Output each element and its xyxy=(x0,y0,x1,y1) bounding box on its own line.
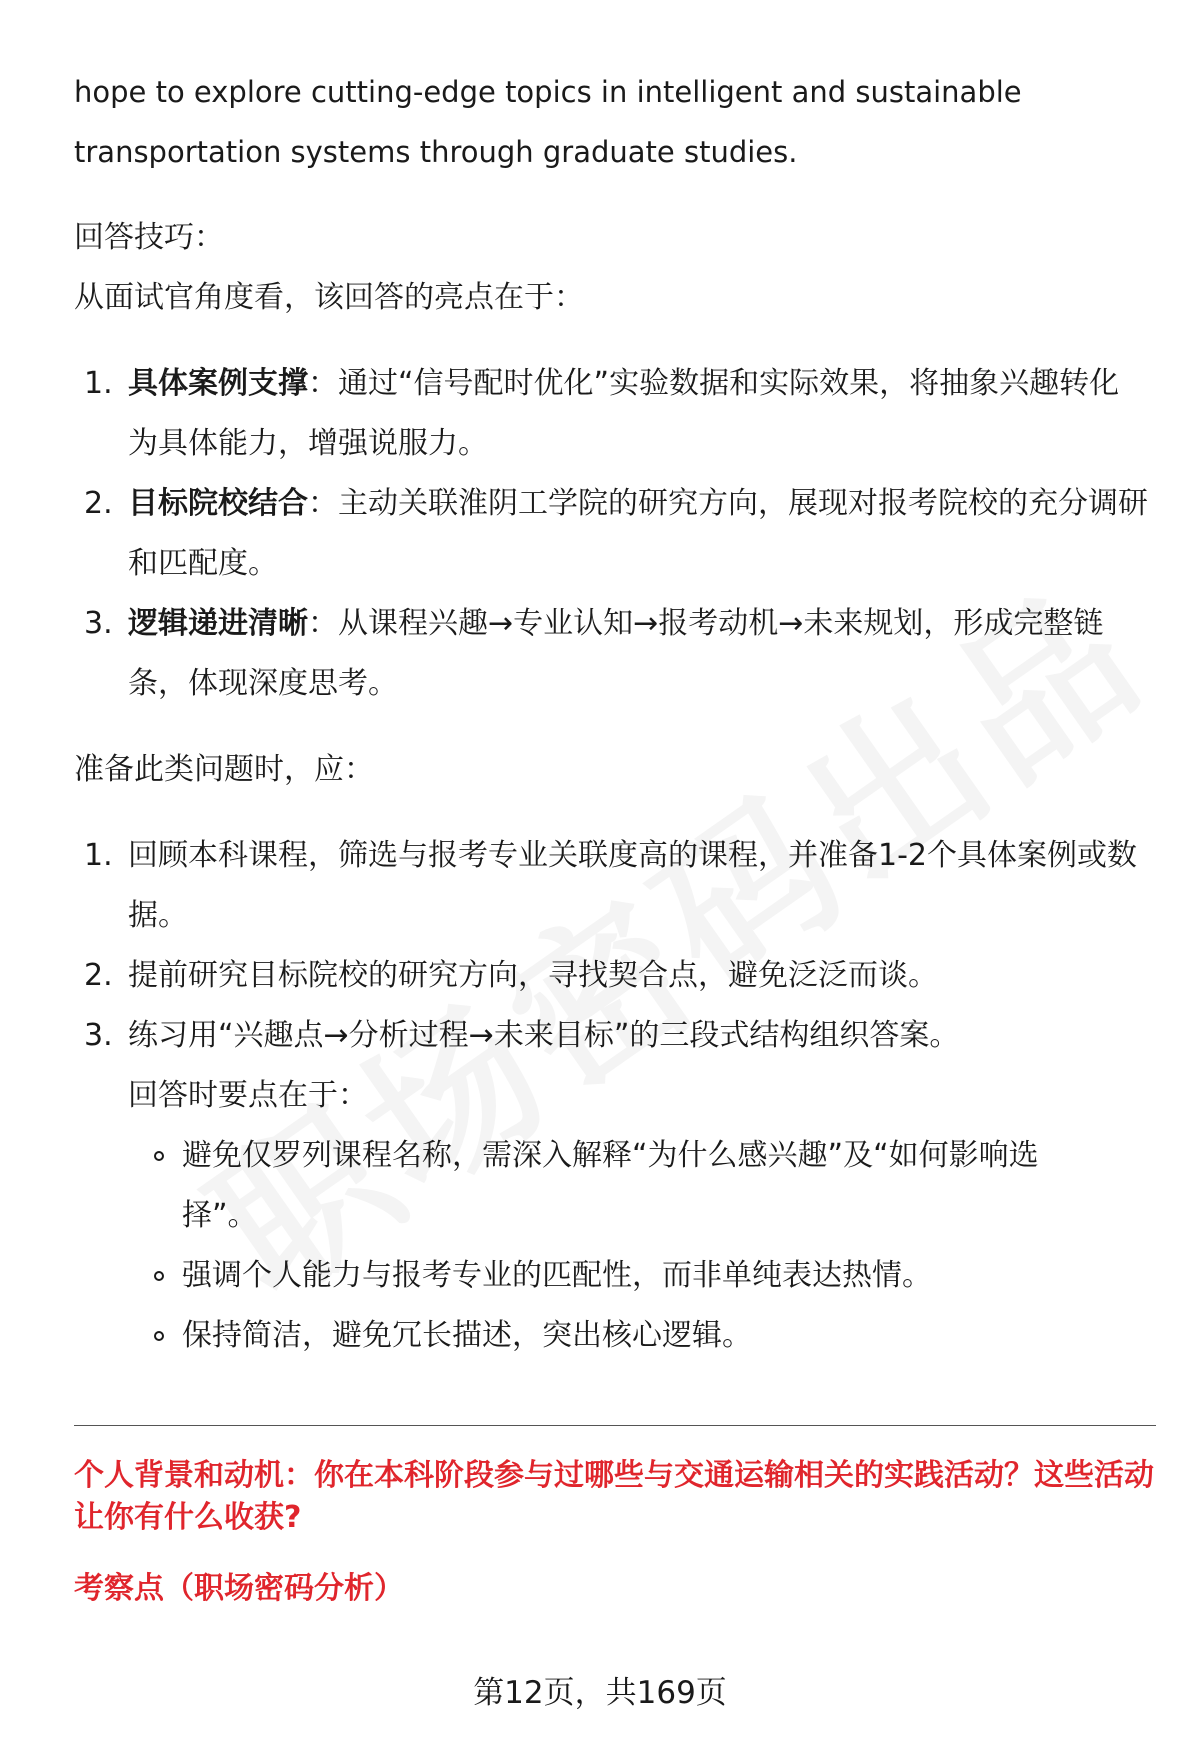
prep-intro: 准备此类问题时，应： xyxy=(74,752,374,787)
bullet-text: 保持简洁，避免冗长描述，突出核心逻辑。 xyxy=(182,1318,752,1353)
page-footer: 第12页，共169页 xyxy=(473,1675,727,1711)
highlight-title: 具体案例支撑 xyxy=(128,366,308,401)
answer-points-list xyxy=(74,1126,1164,1366)
prep-text: 练习用“兴趣点→分析过程→未来目标”的三段式结构组织答案。 xyxy=(128,1018,960,1053)
intro-line: transportation systems through graduate studies. xyxy=(74,135,798,169)
highlight-text: ：从课程兴趣→专业认知→报考动机→未来规划，形成完整链 xyxy=(308,606,1104,641)
bullet-text-cont: 择”。 xyxy=(182,1198,258,1233)
answer-points-intro: 回答时要点在于： xyxy=(128,1078,368,1113)
list-number: 2. xyxy=(84,486,113,521)
list-item xyxy=(74,1006,1164,1066)
question-line: 个人背景和动机：你在本科阶段参与过哪些与交通运输相关的实践活动？这些活动 xyxy=(74,1458,1154,1493)
list-item xyxy=(74,594,1164,714)
list-number: 1. xyxy=(84,366,113,401)
highlight-title: 逻辑递进清晰 xyxy=(128,606,308,641)
highlights-intro: 从面试官角度看，该回答的亮点在于： xyxy=(74,280,584,315)
highlight-title: 目标院校结合 xyxy=(128,486,308,521)
list-item xyxy=(74,826,1164,946)
highlight-text: ：主动关联淮阴工学院的研究方向，展现对报考院校的充分调研 xyxy=(308,486,1148,521)
list-number: 3. xyxy=(84,1018,113,1053)
highlight-text-cont: 条，体现深度思考。 xyxy=(128,666,398,701)
list-item xyxy=(74,354,1164,474)
list-number: 2. xyxy=(84,958,113,993)
list-item xyxy=(74,474,1164,594)
highlight-text-cont: 和匹配度。 xyxy=(128,546,278,581)
section-heading: 考察点（职场密码分析） xyxy=(74,1571,404,1606)
prep-list xyxy=(74,826,1164,1066)
bullet-item xyxy=(128,1126,1164,1246)
question-line: 让你有什么收获? xyxy=(74,1500,302,1535)
list-number: 3. xyxy=(84,606,113,641)
highlight-text: ：通过“信号配时优化”实验数据和实际效果，将抽象兴趣转化 xyxy=(308,366,1120,401)
prep-text: 提前研究目标院校的研究方向，寻找契合点，避免泛泛而谈。 xyxy=(128,958,938,993)
circle-bullet-icon xyxy=(154,1271,164,1281)
prep-text: 回顾本科课程，筛选与报考专业关联度高的课程，并准备1-2个具体案例或数 xyxy=(128,838,1137,873)
bullet-text: 避免仅罗列课程名称，需深入解释“为什么感兴趣”及“如何影响选 xyxy=(182,1138,1039,1173)
bullet-text: 强调个人能力与报考专业的匹配性，而非单纯表达热情。 xyxy=(182,1258,932,1293)
tips-label: 回答技巧： xyxy=(74,220,224,255)
bullet-item xyxy=(128,1246,1164,1306)
intro-line: hope to explore cutting-edge topics in intelligent and sustainable xyxy=(74,75,1022,109)
main-content xyxy=(74,62,1164,1366)
interview-question xyxy=(74,1455,1164,1539)
circle-bullet-icon xyxy=(154,1151,164,1161)
list-item xyxy=(74,946,1164,1006)
bullet-item xyxy=(128,1306,1164,1366)
circle-bullet-icon xyxy=(154,1331,164,1341)
list-number: 1. xyxy=(84,838,113,873)
section-divider xyxy=(74,1425,1156,1426)
highlights-list xyxy=(74,354,1164,714)
prep-text-cont: 据。 xyxy=(128,898,188,933)
highlight-text-cont: 为具体能力，增强说服力。 xyxy=(128,426,488,461)
